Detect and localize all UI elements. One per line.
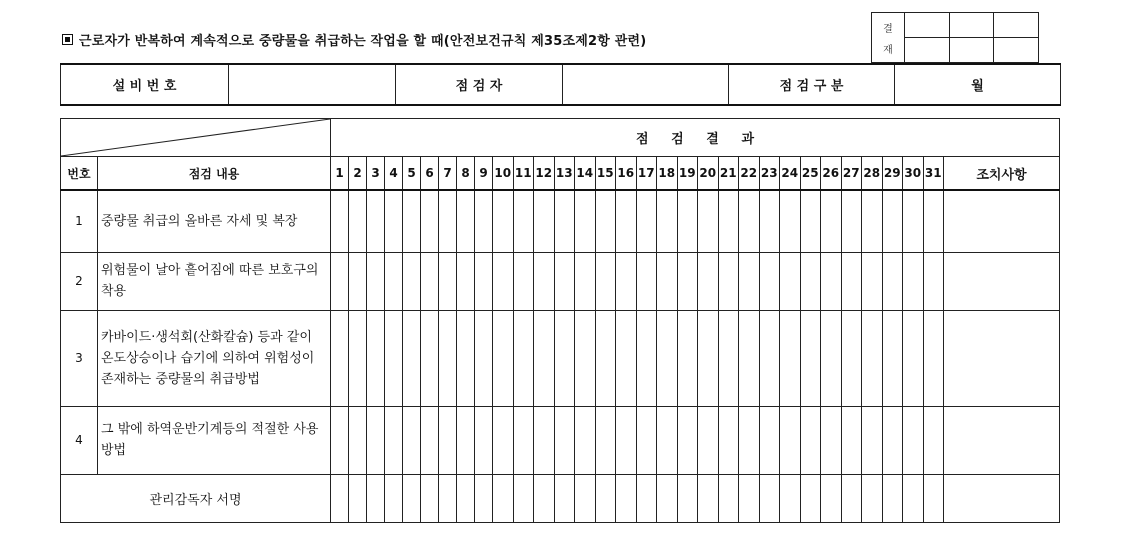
action-cell[interactable] bbox=[944, 252, 1060, 310]
signature-cell[interactable] bbox=[841, 474, 862, 522]
check-cell[interactable] bbox=[739, 252, 760, 310]
check-cell[interactable] bbox=[493, 190, 514, 252]
check-cell[interactable] bbox=[385, 190, 403, 252]
signature-cell[interactable] bbox=[944, 474, 1060, 522]
signature-label: 관리감독자 서명 bbox=[61, 474, 331, 522]
check-cell[interactable] bbox=[421, 310, 439, 406]
signature-cell[interactable] bbox=[616, 474, 637, 522]
check-cell[interactable] bbox=[718, 252, 739, 310]
approval-signature-cell[interactable] bbox=[905, 13, 950, 38]
check-cell[interactable] bbox=[534, 190, 555, 252]
check-cell[interactable] bbox=[800, 190, 821, 252]
day-header: 17 bbox=[636, 157, 657, 191]
signature-cell[interactable] bbox=[718, 474, 739, 522]
form-title bbox=[62, 30, 646, 49]
check-cell[interactable] bbox=[439, 310, 457, 406]
approval-signature-cell[interactable] bbox=[905, 38, 950, 63]
signature-cell[interactable] bbox=[780, 474, 801, 522]
form-title-text: 근로자가 반복하여 계속적으로 중량물을 취급하는 작업을 할 때(안전보건규칙 제35조제2항 관련) bbox=[79, 34, 647, 49]
check-cell[interactable] bbox=[657, 190, 678, 252]
check-cell[interactable] bbox=[759, 190, 780, 252]
check-cell[interactable] bbox=[698, 406, 719, 474]
approval-label-bottom: 재 bbox=[883, 44, 893, 56]
check-cell[interactable] bbox=[513, 190, 534, 252]
check-cell[interactable] bbox=[554, 310, 575, 406]
check-cell[interactable] bbox=[821, 310, 842, 406]
row-number: 2 bbox=[61, 252, 98, 310]
check-cell[interactable] bbox=[421, 406, 439, 474]
check-cell[interactable] bbox=[841, 190, 862, 252]
day-header: 5 bbox=[403, 157, 421, 191]
check-cell[interactable] bbox=[403, 190, 421, 252]
check-cell[interactable] bbox=[534, 252, 555, 310]
approval-signature-cell[interactable] bbox=[949, 13, 994, 38]
check-cell[interactable] bbox=[534, 406, 555, 474]
check-cell[interactable] bbox=[534, 310, 555, 406]
action-cell[interactable] bbox=[944, 190, 1060, 252]
signature-cell[interactable] bbox=[331, 474, 349, 522]
check-cell[interactable] bbox=[439, 252, 457, 310]
check-cell[interactable] bbox=[403, 406, 421, 474]
day-header: 1 bbox=[331, 157, 349, 191]
signature-cell[interactable] bbox=[821, 474, 842, 522]
day-header: 4 bbox=[385, 157, 403, 191]
check-cell[interactable] bbox=[349, 406, 367, 474]
day-header: 6 bbox=[421, 157, 439, 191]
check-cell[interactable] bbox=[331, 310, 349, 406]
check-cell[interactable] bbox=[882, 252, 903, 310]
check-cell[interactable] bbox=[677, 310, 698, 406]
signature-cell[interactable] bbox=[513, 474, 534, 522]
signature-cell[interactable] bbox=[493, 474, 514, 522]
day-header: 28 bbox=[862, 157, 883, 191]
check-cell[interactable] bbox=[657, 252, 678, 310]
check-cell[interactable] bbox=[349, 252, 367, 310]
equipment-no-field[interactable] bbox=[229, 64, 396, 105]
day-header: 21 bbox=[718, 157, 739, 191]
check-cell[interactable] bbox=[923, 190, 944, 252]
check-cell[interactable] bbox=[636, 406, 657, 474]
day-header: 26 bbox=[821, 157, 842, 191]
signature-cell[interactable] bbox=[677, 474, 698, 522]
day-header: 12 bbox=[534, 157, 555, 191]
day-header: 19 bbox=[677, 157, 698, 191]
check-cell[interactable] bbox=[367, 190, 385, 252]
signature-cell[interactable] bbox=[903, 474, 924, 522]
check-cell[interactable] bbox=[331, 406, 349, 474]
row-content: 위험물이 날아 흩어짐에 따른 보호구의 착용 bbox=[98, 252, 331, 310]
day-header: 8 bbox=[457, 157, 475, 191]
signature-cell[interactable] bbox=[657, 474, 678, 522]
check-cell[interactable] bbox=[457, 310, 475, 406]
check-cell[interactable] bbox=[800, 252, 821, 310]
inspector-field[interactable] bbox=[563, 64, 729, 105]
category-label: 점 검 구 분 bbox=[729, 64, 895, 105]
check-cell[interactable] bbox=[698, 310, 719, 406]
signature-cell[interactable] bbox=[475, 474, 493, 522]
check-cell[interactable] bbox=[457, 406, 475, 474]
check-cell[interactable] bbox=[657, 310, 678, 406]
table-row bbox=[61, 406, 1060, 474]
check-cell[interactable] bbox=[439, 190, 457, 252]
check-cell[interactable] bbox=[385, 310, 403, 406]
signature-cell[interactable] bbox=[923, 474, 944, 522]
check-cell[interactable] bbox=[739, 310, 760, 406]
check-cell[interactable] bbox=[739, 406, 760, 474]
check-cell[interactable] bbox=[780, 310, 801, 406]
signature-cell[interactable] bbox=[636, 474, 657, 522]
table-row bbox=[61, 190, 1060, 252]
check-cell[interactable] bbox=[493, 252, 514, 310]
signature-cell[interactable] bbox=[739, 474, 760, 522]
check-cell[interactable] bbox=[513, 310, 534, 406]
check-cell[interactable] bbox=[862, 406, 883, 474]
check-cell[interactable] bbox=[475, 252, 493, 310]
approval-label bbox=[872, 13, 905, 63]
col-header-content: 점검 내용 bbox=[98, 157, 331, 191]
check-cell[interactable] bbox=[677, 252, 698, 310]
day-header: 7 bbox=[439, 157, 457, 191]
day-header: 18 bbox=[657, 157, 678, 191]
check-cell[interactable] bbox=[331, 252, 349, 310]
day-header: 27 bbox=[841, 157, 862, 191]
day-header: 25 bbox=[800, 157, 821, 191]
approval-label-top: 결 bbox=[883, 23, 893, 35]
check-cell[interactable] bbox=[595, 190, 616, 252]
check-cell[interactable] bbox=[780, 252, 801, 310]
check-cell[interactable] bbox=[403, 252, 421, 310]
check-cell[interactable] bbox=[349, 310, 367, 406]
check-cell[interactable] bbox=[759, 252, 780, 310]
check-cell[interactable] bbox=[595, 406, 616, 474]
check-cell[interactable] bbox=[882, 406, 903, 474]
check-cell[interactable] bbox=[575, 252, 596, 310]
check-cell[interactable] bbox=[403, 310, 421, 406]
square-bullet-icon bbox=[62, 34, 73, 45]
check-cell[interactable] bbox=[677, 406, 698, 474]
check-cell[interactable] bbox=[923, 310, 944, 406]
action-cell[interactable] bbox=[944, 310, 1060, 406]
col-header-no: 번호 bbox=[61, 157, 98, 191]
check-cell[interactable] bbox=[780, 406, 801, 474]
check-cell[interactable] bbox=[493, 310, 514, 406]
row-number: 4 bbox=[61, 406, 98, 474]
category-field[interactable]: 월 bbox=[895, 64, 1061, 105]
check-cell[interactable] bbox=[513, 252, 534, 310]
day-header: 14 bbox=[575, 157, 596, 191]
signature-cell[interactable] bbox=[439, 474, 457, 522]
check-cell[interactable] bbox=[882, 190, 903, 252]
result-header: 점 검 결 과 bbox=[331, 119, 1060, 157]
check-cell[interactable] bbox=[636, 190, 657, 252]
signature-cell[interactable] bbox=[575, 474, 596, 522]
check-cell[interactable] bbox=[475, 310, 493, 406]
check-cell[interactable] bbox=[595, 252, 616, 310]
inspector-label: 점 검 자 bbox=[396, 64, 563, 105]
day-header: 10 bbox=[493, 157, 514, 191]
check-cell[interactable] bbox=[595, 310, 616, 406]
check-cell[interactable] bbox=[475, 406, 493, 474]
equipment-no-label: 설 비 번 호 bbox=[61, 64, 229, 105]
check-cell[interactable] bbox=[759, 406, 780, 474]
check-cell[interactable] bbox=[554, 190, 575, 252]
row-content: 그 밖에 하역운반기계등의 적절한 사용방법 bbox=[98, 406, 331, 474]
check-cell[interactable] bbox=[367, 252, 385, 310]
check-cell[interactable] bbox=[718, 190, 739, 252]
inspection-header bbox=[60, 63, 1061, 106]
check-cell[interactable] bbox=[903, 406, 924, 474]
check-cell[interactable] bbox=[493, 406, 514, 474]
check-cell[interactable] bbox=[575, 406, 596, 474]
signature-cell[interactable] bbox=[698, 474, 719, 522]
check-cell[interactable] bbox=[616, 252, 637, 310]
check-cell[interactable] bbox=[616, 310, 637, 406]
approval-signature-cell[interactable] bbox=[994, 13, 1039, 38]
check-cell[interactable] bbox=[616, 406, 637, 474]
signature-cell[interactable] bbox=[882, 474, 903, 522]
check-cell[interactable] bbox=[421, 190, 439, 252]
check-cell[interactable] bbox=[367, 310, 385, 406]
diagonal-line bbox=[61, 119, 330, 156]
check-cell[interactable] bbox=[923, 406, 944, 474]
check-cell[interactable] bbox=[457, 190, 475, 252]
check-cell[interactable] bbox=[475, 190, 493, 252]
signature-cell[interactable] bbox=[534, 474, 555, 522]
check-cell[interactable] bbox=[657, 406, 678, 474]
check-cell[interactable] bbox=[385, 252, 403, 310]
row-content: 카바이드·생석회(산화칼슘) 등과 같이 온도상승이나 습기에 의하여 위험성이 존재하는 중량물의 취급방법 bbox=[98, 310, 331, 406]
action-cell[interactable] bbox=[944, 406, 1060, 474]
signature-cell[interactable] bbox=[759, 474, 780, 522]
approval-signature-cell[interactable] bbox=[994, 38, 1039, 63]
day-header: 15 bbox=[595, 157, 616, 191]
row-content: 중량물 취급의 올바른 자세 및 복장 bbox=[98, 190, 331, 252]
check-cell[interactable] bbox=[800, 406, 821, 474]
day-header: 24 bbox=[780, 157, 801, 191]
check-cell[interactable] bbox=[718, 310, 739, 406]
check-cell[interactable] bbox=[698, 252, 719, 310]
day-header: 9 bbox=[475, 157, 493, 191]
check-cell[interactable] bbox=[677, 190, 698, 252]
signature-cell[interactable] bbox=[349, 474, 367, 522]
approval-box bbox=[871, 12, 1039, 63]
check-cell[interactable] bbox=[698, 190, 719, 252]
check-cell[interactable] bbox=[331, 190, 349, 252]
check-cell[interactable] bbox=[862, 252, 883, 310]
inspection-result-table bbox=[60, 118, 1060, 523]
day-header: 2 bbox=[349, 157, 367, 191]
check-cell[interactable] bbox=[718, 406, 739, 474]
day-header: 11 bbox=[513, 157, 534, 191]
signature-row bbox=[61, 474, 1060, 522]
check-cell[interactable] bbox=[821, 406, 842, 474]
signature-cell[interactable] bbox=[367, 474, 385, 522]
check-cell[interactable] bbox=[882, 310, 903, 406]
day-header: 23 bbox=[759, 157, 780, 191]
signature-cell[interactable] bbox=[862, 474, 883, 522]
check-cell[interactable] bbox=[575, 190, 596, 252]
check-cell[interactable] bbox=[780, 190, 801, 252]
table-row bbox=[61, 252, 1060, 310]
signature-cell[interactable] bbox=[595, 474, 616, 522]
check-cell[interactable] bbox=[862, 310, 883, 406]
check-cell[interactable] bbox=[739, 190, 760, 252]
check-cell[interactable] bbox=[457, 252, 475, 310]
check-cell[interactable] bbox=[903, 190, 924, 252]
check-cell[interactable] bbox=[636, 252, 657, 310]
day-header: 16 bbox=[616, 157, 637, 191]
row-number: 1 bbox=[61, 190, 98, 252]
check-cell[interactable] bbox=[367, 406, 385, 474]
check-cell[interactable] bbox=[439, 406, 457, 474]
signature-cell[interactable] bbox=[554, 474, 575, 522]
check-cell[interactable] bbox=[421, 252, 439, 310]
check-cell[interactable] bbox=[903, 310, 924, 406]
check-cell[interactable] bbox=[554, 252, 575, 310]
check-cell[interactable] bbox=[554, 406, 575, 474]
check-cell[interactable] bbox=[575, 310, 596, 406]
day-header: 22 bbox=[739, 157, 760, 191]
check-cell[interactable] bbox=[841, 252, 862, 310]
check-cell[interactable] bbox=[841, 310, 862, 406]
check-cell[interactable] bbox=[385, 406, 403, 474]
day-header: 30 bbox=[903, 157, 924, 191]
check-cell[interactable] bbox=[636, 310, 657, 406]
signature-cell[interactable] bbox=[800, 474, 821, 522]
check-cell[interactable] bbox=[800, 310, 821, 406]
check-cell[interactable] bbox=[821, 190, 842, 252]
table-row bbox=[61, 310, 1060, 406]
signature-cell[interactable] bbox=[403, 474, 421, 522]
check-cell[interactable] bbox=[513, 406, 534, 474]
check-cell[interactable] bbox=[349, 190, 367, 252]
col-header-action: 조치사항 bbox=[944, 157, 1060, 191]
day-header: 29 bbox=[882, 157, 903, 191]
diagonal-header-cell bbox=[61, 119, 331, 157]
day-header: 13 bbox=[554, 157, 575, 191]
signature-cell[interactable] bbox=[457, 474, 475, 522]
check-cell[interactable] bbox=[759, 310, 780, 406]
row-number: 3 bbox=[61, 310, 98, 406]
approval-signature-cell[interactable] bbox=[949, 38, 994, 63]
signature-cell[interactable] bbox=[385, 474, 403, 522]
check-cell[interactable] bbox=[862, 190, 883, 252]
check-cell[interactable] bbox=[616, 190, 637, 252]
check-cell[interactable] bbox=[841, 406, 862, 474]
day-header: 3 bbox=[367, 157, 385, 191]
check-cell[interactable] bbox=[923, 252, 944, 310]
check-cell[interactable] bbox=[903, 252, 924, 310]
check-cell[interactable] bbox=[821, 252, 842, 310]
day-header: 31 bbox=[923, 157, 944, 191]
day-header: 20 bbox=[698, 157, 719, 191]
signature-cell[interactable] bbox=[421, 474, 439, 522]
